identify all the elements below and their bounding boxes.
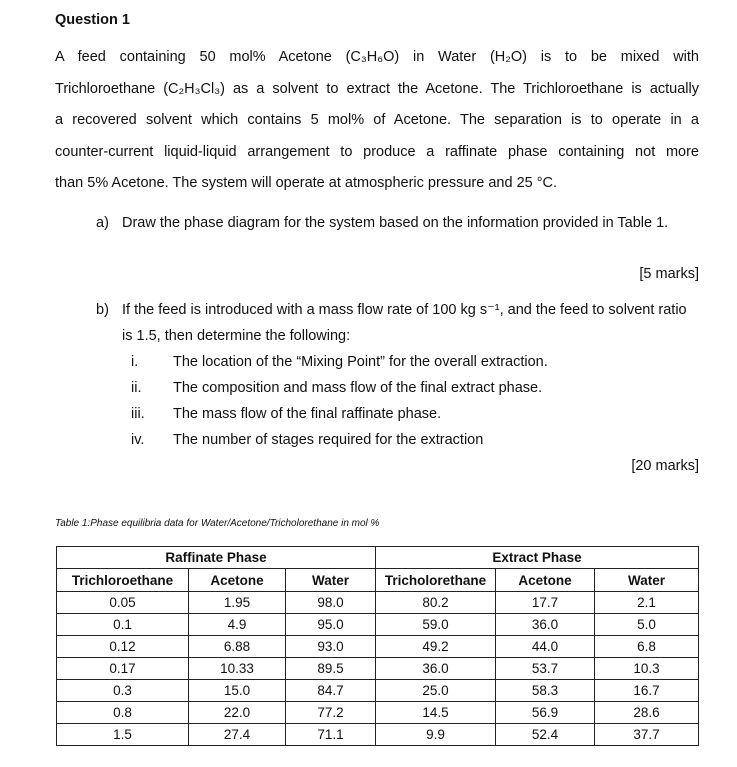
table-cell: 49.2: [376, 636, 496, 658]
table-cell: 56.9: [496, 702, 595, 724]
table-cell: 28.6: [595, 702, 699, 724]
table-cell: 27.4: [189, 724, 286, 746]
table-body: [57, 592, 699, 746]
table-cell: 77.2: [286, 702, 376, 724]
table-cell: 17.7: [496, 592, 595, 614]
part-b: [96, 297, 700, 349]
part-b-marks: [20 marks]: [631, 458, 699, 474]
table-cell: 58.3: [496, 680, 595, 702]
table-row: [57, 724, 699, 746]
table-cell: 0.3: [57, 680, 189, 702]
table-cell: 80.2: [376, 592, 496, 614]
part-b-item: [131, 401, 441, 427]
column-header: Water: [286, 569, 376, 592]
question-intro: [55, 42, 699, 200]
part-b-item: [131, 375, 542, 401]
table-cell: 6.88: [189, 636, 286, 658]
table-cell: 95.0: [286, 614, 376, 636]
intro-line: a recovered solvent which contains 5 mol% of Acetone. The separation is to operate in a: [55, 112, 699, 129]
table-cell: 89.5: [286, 658, 376, 680]
item-text: The composition and mass flow of the final extract phase.: [173, 380, 543, 396]
table-cell: 71.1: [286, 724, 376, 746]
table-cell: 15.0: [189, 680, 286, 702]
table-cell: 2.1: [595, 592, 699, 614]
table-cell: 0.1: [57, 614, 189, 636]
table-cell: 1.95: [189, 592, 286, 614]
table-row: [57, 614, 699, 636]
table-row: [57, 702, 699, 724]
table-cell: 10.3: [595, 658, 699, 680]
item-text: The number of stages required for the extraction: [173, 432, 484, 448]
column-header: Water: [595, 569, 699, 592]
table-cell: 16.7: [595, 680, 699, 702]
table-cell: 84.7: [286, 680, 376, 702]
table-column-header-row: [57, 569, 699, 592]
part-b-item: [131, 349, 548, 375]
column-header: Tricholorethane: [376, 569, 496, 592]
table-cell: 59.0: [376, 614, 496, 636]
table-cell: 1.5: [57, 724, 189, 746]
table-cell: 93.0: [286, 636, 376, 658]
table-group-header-row: [57, 547, 699, 569]
table-cell: 98.0: [286, 592, 376, 614]
part-b-text: If the feed is introduced with a mass flow rate of 100 kg s⁻¹, and the feed to solvent ratio is 1.5, then determine the following:: [122, 302, 687, 344]
table-cell: 36.0: [376, 658, 496, 680]
table-row: [57, 592, 699, 614]
item-number: i.: [131, 354, 139, 370]
part-b-letter: b): [96, 302, 109, 318]
table-cell: 10.33: [189, 658, 286, 680]
table-cell: 0.8: [57, 702, 189, 724]
phase-equilibria-table: [56, 546, 699, 746]
table-row: [57, 680, 699, 702]
table-cell: 37.7: [595, 724, 699, 746]
question-title: Question 1: [55, 12, 130, 28]
table-cell: 0.05: [57, 592, 189, 614]
item-text: The mass flow of the final raffinate phase.: [173, 406, 442, 422]
table-caption: Table 1:Phase equilibria data for Water/Acetone/Tricholorethane in mol %: [55, 518, 380, 529]
item-text: The location of the “Mixing Point” for the overall extraction.: [173, 354, 548, 370]
table-cell: 52.4: [496, 724, 595, 746]
column-header: Trichloroethane: [57, 569, 189, 592]
intro-line: A feed containing 50 mol% Acetone (C₃H₆O) in Water (H₂O) is to be mixed with: [55, 49, 699, 65]
part-a-text: Draw the phase diagram for the system based on the information provided in Table 1.: [122, 215, 669, 231]
intro-line: than 5% Acetone. The system will operate at atmospheric pressure and 25 °C.: [55, 175, 558, 192]
item-number: ii.: [131, 380, 142, 396]
table-cell: 4.9: [189, 614, 286, 636]
table-row: [57, 658, 699, 680]
item-number: iii.: [131, 406, 145, 422]
table-cell: 53.7: [496, 658, 595, 680]
column-header: Acetone: [189, 569, 286, 592]
intro-line: Trichloroethane (C₂H₃Cl₃) as a solvent to extract the Acetone. The Trichloroethane is actually: [55, 80, 699, 97]
table-cell: 22.0: [189, 702, 286, 724]
column-header: Acetone: [496, 569, 595, 592]
table-row: [57, 636, 699, 658]
table-cell: 14.5: [376, 702, 496, 724]
part-b-item: [131, 427, 483, 453]
table-cell: 0.17: [57, 658, 189, 680]
part-a-marks: [5 marks]: [639, 266, 699, 282]
table-cell: 9.9: [376, 724, 496, 746]
table-cell: 25.0: [376, 680, 496, 702]
table-cell: 6.8: [595, 636, 699, 658]
item-number: iv.: [131, 432, 145, 448]
part-a-letter: a): [96, 215, 109, 231]
intro-line: counter-current liquid-liquid arrangement to produce a raffinate phase containing not more: [55, 143, 699, 160]
table-cell: 44.0: [496, 636, 595, 658]
part-a: [96, 210, 700, 236]
table-cell: 0.12: [57, 636, 189, 658]
raffinate-phase-header: Raffinate Phase: [57, 547, 376, 569]
table-cell: 5.0: [595, 614, 699, 636]
extract-phase-header: Extract Phase: [376, 547, 699, 569]
table-cell: 36.0: [496, 614, 595, 636]
